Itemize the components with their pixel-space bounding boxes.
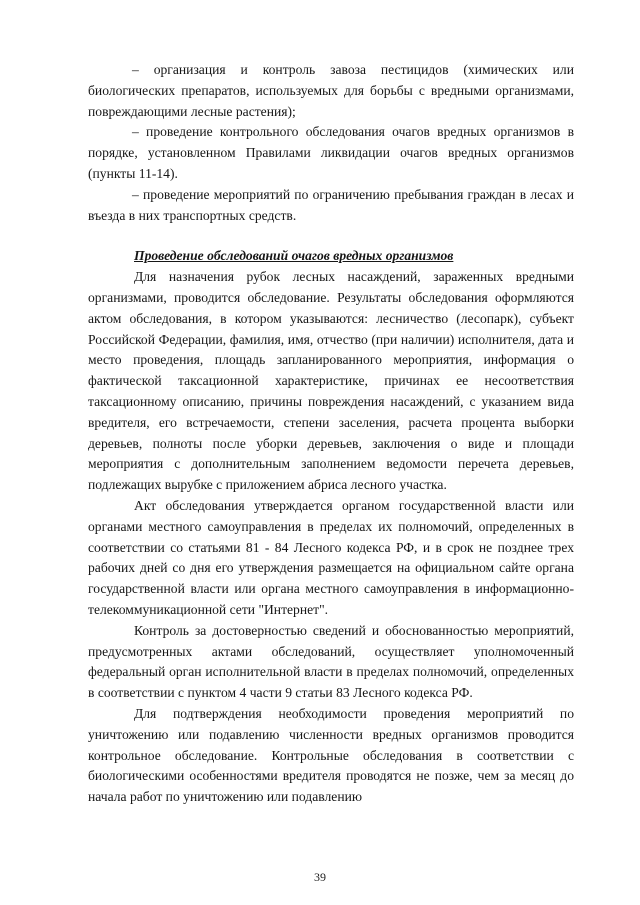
list-item-restrictions: – проведение мероприятий по ограничению пребывания граждан в лесах и въезда в них транспортных средств. (88, 186, 574, 223)
list-item-pesticides: – организация и контроль завоза пестицидов (химических или биологических препаратов, используемых для борьбы с вредными организмами, повреждающими лесные растения); (88, 62, 574, 119)
document-page (88, 60, 574, 808)
list-item-control-survey: – проведение контрольного обследования очагов вредных организмов в порядке, установленном Правилами ликвидации очагов вредных организмов (пункты 11-14). (88, 124, 574, 181)
paragraph-act-approval: Акт обследования утверждается органом государственной власти или органами местного самоуправления в пределах их полномочий, определенных в соответствии со статьями 81 - 84 Лесного кодекса РФ, и в срок не позднее трех рабочих дней со дня его утверждения размещается на официальном сайте органа государственной власти или органа местного самоуправления в информационно-телекоммуникационной сети "Интернет". (88, 497, 574, 617)
section-heading: Проведение обследований очагов вредных организмов (134, 248, 454, 264)
page-number: 39 (314, 870, 326, 884)
paragraph-control: Контроль за достоверностью сведений и обоснованностью мероприятий, предусмотренных актами обследований, осуществляет уполномоченный федеральный орган исполнительной власти в пределах полномочий, определенных в соответствии с пунктом 4 части 9 статьи 83 Лесного кодекса РФ. (88, 622, 574, 701)
paragraph-control-survey: Для подтверждения необходимости проведения мероприятий по уничтожению или подавлению численности вредных организмов проводится контрольное обследование. Контрольные обследования в соответствии с биологическими особенностями вредителя проводятся не позже, чем за месяц до начала работ по уничтожению или подавлению (88, 705, 574, 805)
paragraph-survey: Для назначения рубок лесных насаждений, зараженных вредными организмами, проводится обследование. Результаты обследования оформляются актом обследования, в котором указываются: лесничество (лесопарк), субъект Российской Федерации, фамилия, имя, отчество (при наличии) исполнителя, дата и место проведения, площадь запланированного мероприятия, информация о фактической таксационной характеристике, причинах ее несоответствия таксационному описанию, причины повреждения насаждений, с указанием вида вредителя, его встречаемости, степени заселения, расчета процента выборки деревьев, полноты после уборки деревьев, заключения о виде и площади мероприятия с дополнительным заполнением ведомости перечета деревьев, подлежащих вырубке с приложением абриса лесного участка. (88, 269, 574, 493)
